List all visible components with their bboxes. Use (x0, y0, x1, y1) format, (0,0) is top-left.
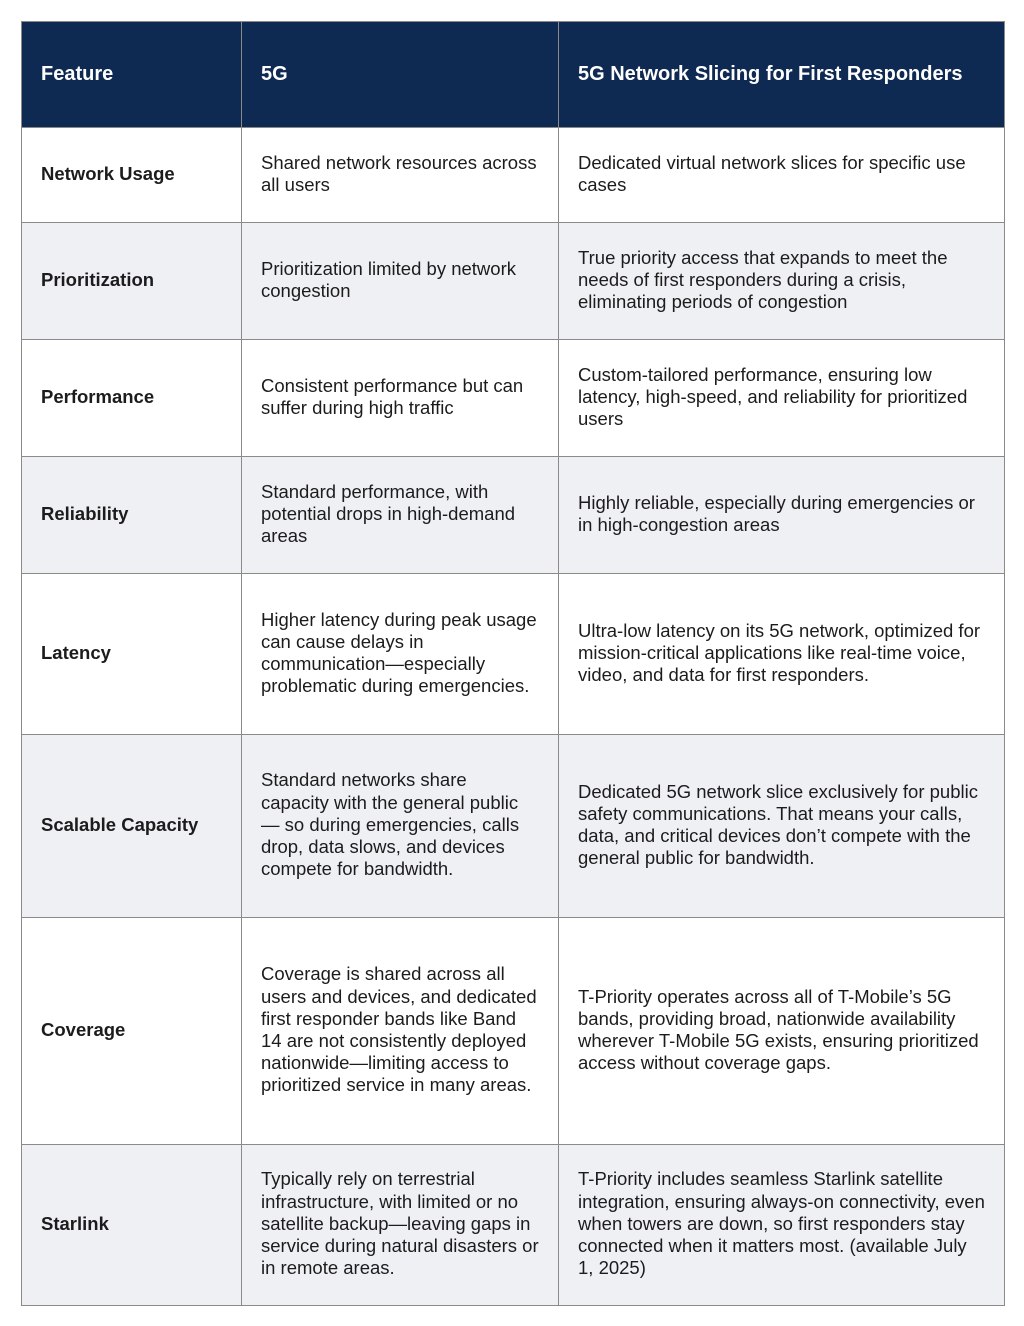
row-slicing-cell: Custom-tailored performance, ensuring low latency, high-speed, and reliability for prioritized users (559, 340, 1005, 457)
table-row (22, 735, 1005, 918)
row-5g-cell: Shared network resources across all users (242, 128, 559, 223)
row-5g-cell: Standard performance, with potential drops in high-demand areas (242, 457, 559, 574)
row-feature-label: Prioritization (22, 223, 242, 340)
row-feature-label: Performance (22, 340, 242, 457)
row-slicing-cell: Dedicated 5G network slice exclusively for public safety communications. That means your calls, data, and critical devices don’t compete with the general public for bandwidth. (559, 735, 1005, 918)
row-slicing-cell: True priority access that expands to meet the needs of first responders during a crisis, eliminating periods of congestion (559, 223, 1005, 340)
row-5g-cell: Higher latency during peak usage can cause delays in communication—especially problematic during emergencies. (242, 574, 559, 735)
row-feature-label: Reliability (22, 457, 242, 574)
table-row (22, 223, 1005, 340)
table-body (22, 128, 1005, 1306)
row-5g-cell: Coverage is shared across all users and devices, and dedicated first responder bands like Band 14 are not consistently deployed nationwide—limiting access to prioritized service in many areas. (242, 918, 559, 1145)
row-feature-label: Network Usage (22, 128, 242, 223)
row-feature-label: Coverage (22, 918, 242, 1145)
table-row (22, 1145, 1005, 1306)
table-row (22, 128, 1005, 223)
row-slicing-cell: T-Priority includes seamless Starlink satellite integration, ensuring always-on connectivity, even when towers are down, so first responders stay connected when it matters most. (available July 1, 2025) (559, 1145, 1005, 1306)
header-feature: Feature (22, 22, 242, 128)
header-5g: 5G (242, 22, 559, 128)
table-row (22, 457, 1005, 574)
header-row (22, 22, 1005, 128)
header-network-slicing: 5G Network Slicing for First Responders (559, 22, 1005, 128)
table-header (22, 22, 1005, 128)
row-slicing-cell: T-Priority operates across all of T-Mobile’s 5G bands, providing broad, nationwide availability wherever T-Mobile 5G exists, ensuring prioritized access without coverage gaps. (559, 918, 1005, 1145)
row-5g-cell: Consistent performance but can suffer during high traffic (242, 340, 559, 457)
table-row (22, 918, 1005, 1145)
row-slicing-cell: Highly reliable, especially during emergencies or in high-congestion areas (559, 457, 1005, 574)
comparison-table (21, 21, 1005, 1306)
row-5g-cell: Standard networks share capacity with the general public — so during emergencies, calls drop, data slows, and devices compete for bandwidth. (242, 735, 559, 918)
table-row (22, 340, 1005, 457)
row-feature-label: Starlink (22, 1145, 242, 1306)
row-slicing-cell: Ultra-low latency on its 5G network, optimized for mission-critical applications like real-time voice, video, and data for first responders. (559, 574, 1005, 735)
row-5g-cell: Typically rely on terrestrial infrastructure, with limited or no satellite backup—leaving gaps in service during natural disasters or in remote areas. (242, 1145, 559, 1306)
row-5g-cell: Prioritization limited by network congestion (242, 223, 559, 340)
row-slicing-cell: Dedicated virtual network slices for specific use cases (559, 128, 1005, 223)
table-row (22, 574, 1005, 735)
row-feature-label: Latency (22, 574, 242, 735)
row-feature-label: Scalable Capacity (22, 735, 242, 918)
